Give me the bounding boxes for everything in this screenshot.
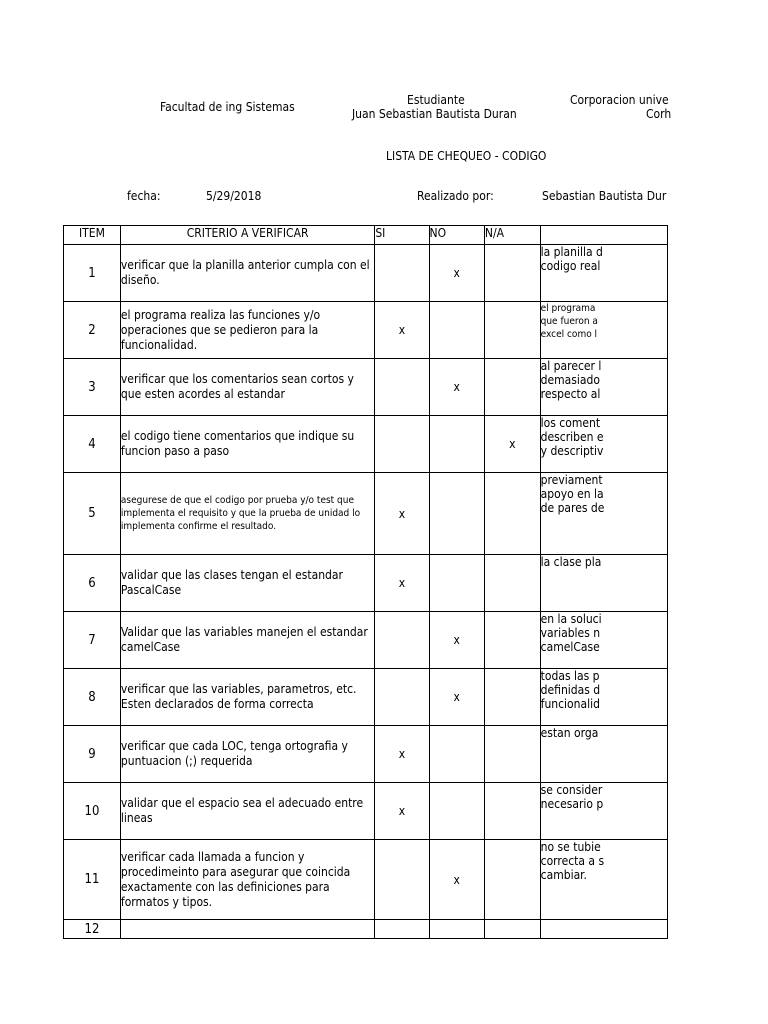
- table-row: [64, 840, 668, 920]
- corporation-name-line2: Corh: [646, 107, 672, 121]
- column-header-observations: [540, 226, 667, 245]
- observation-line: respecto al: [540, 387, 601, 401]
- date-label: fecha:: [127, 189, 161, 203]
- made-by-label: Realizado por:: [417, 189, 494, 203]
- si-mark: [375, 245, 429, 302]
- criterion-text: asegurese de que el codigo por prueba y/o test que implementa el requisito y que la prueba de unidad lo implementa confirme el resultado.: [120, 473, 374, 555]
- table-row: [64, 473, 668, 555]
- si-mark: x: [375, 783, 429, 840]
- column-header-no: NO: [429, 226, 484, 245]
- observation-line: excel como l: [540, 329, 598, 340]
- no-mark: [429, 726, 484, 783]
- column-header-item: ITEM: [64, 226, 121, 245]
- no-mark: x: [429, 612, 484, 669]
- table-row: [64, 555, 668, 612]
- observation-cell: [540, 726, 667, 783]
- observation-line: todas las p: [540, 669, 600, 683]
- na-mark: [484, 473, 540, 555]
- criterion-text: verificar que la planilla anterior cumpla con el diseño.: [120, 245, 374, 302]
- observation-line: necesario p: [540, 797, 604, 811]
- item-number: 8: [64, 669, 121, 726]
- na-mark: [484, 840, 540, 920]
- item-number: 4: [64, 416, 121, 473]
- item-number: 5: [64, 473, 121, 555]
- item-number: 7: [64, 612, 121, 669]
- table-row: [64, 612, 668, 669]
- si-mark: [375, 669, 429, 726]
- page-title: LISTA DE CHEQUEO - CODIGO: [386, 149, 547, 163]
- observation-cell: [540, 920, 667, 939]
- checklist-table: [63, 225, 668, 939]
- si-mark: [375, 416, 429, 473]
- observation-cell: [540, 669, 667, 726]
- corporation-name: Corporacion unive: [570, 93, 669, 107]
- column-header-si: SI: [375, 226, 429, 245]
- na-mark: [484, 669, 540, 726]
- observation-cell: [540, 359, 667, 416]
- table-header-row: [64, 226, 668, 245]
- column-header-na: N/A: [484, 226, 540, 245]
- table-row: [64, 920, 668, 939]
- no-mark: [429, 555, 484, 612]
- observation-line: cambiar.: [540, 868, 587, 882]
- na-mark: [484, 920, 540, 939]
- student-label: Estudiante: [407, 93, 465, 107]
- criterion-text: validar que las clases tengan el estandar PascalCase: [120, 555, 374, 612]
- observation-line: y descriptiv: [540, 444, 604, 458]
- si-mark: x: [375, 302, 429, 359]
- table-row: [64, 359, 668, 416]
- observation-line: al parecer l: [540, 359, 602, 373]
- made-by-value: Sebastian Bautista Dur: [542, 189, 667, 203]
- table-row: [64, 783, 668, 840]
- observation-line: la planilla d: [540, 245, 603, 259]
- criterion-text: verificar que cada LOC, tenga ortografia y puntuacion (;) requerida: [120, 726, 374, 783]
- item-number: 3: [64, 359, 121, 416]
- no-mark: [429, 416, 484, 473]
- table-row: [64, 669, 668, 726]
- observation-line: no se tubie: [540, 840, 601, 854]
- observation-line: estan orga: [540, 726, 599, 740]
- observation-line: codigo real: [540, 259, 601, 273]
- table-row: [64, 416, 668, 473]
- item-number: 2: [64, 302, 121, 359]
- na-mark: [484, 555, 540, 612]
- no-mark: [429, 783, 484, 840]
- observation-cell: [540, 473, 667, 555]
- observation-line: los coment: [540, 416, 601, 430]
- si-mark: [375, 612, 429, 669]
- observation-line: en la soluci: [540, 612, 602, 626]
- observation-cell: [540, 416, 667, 473]
- criterion-text: verificar que los comentarios sean cortos y que esten acordes al estandar: [120, 359, 374, 416]
- observation-line: que fueron a: [540, 316, 598, 327]
- observation-line: describen e: [540, 430, 604, 444]
- no-mark: [429, 920, 484, 939]
- criterion-text: el codigo tiene comentarios que indique su funcion paso a paso: [120, 416, 374, 473]
- observation-cell: [540, 612, 667, 669]
- si-mark: x: [375, 555, 429, 612]
- item-number: 6: [64, 555, 121, 612]
- table-row: [64, 245, 668, 302]
- no-mark: [429, 302, 484, 359]
- table-row: [64, 726, 668, 783]
- observation-cell: [540, 783, 667, 840]
- na-mark: x: [484, 416, 540, 473]
- student-name: Juan Sebastian Bautista Duran: [352, 107, 517, 121]
- na-mark: [484, 302, 540, 359]
- observation-line: el programa: [540, 303, 596, 314]
- date-value: 5/29/2018: [206, 189, 262, 203]
- observation-line: se consider: [540, 783, 603, 797]
- observation-cell: [540, 840, 667, 920]
- si-mark: [375, 359, 429, 416]
- no-mark: x: [429, 245, 484, 302]
- no-mark: x: [429, 840, 484, 920]
- criterion-text: el programa realiza las funciones y/o operaciones que se pedieron para la funcionalidad.: [120, 302, 374, 359]
- si-mark: x: [375, 473, 429, 555]
- no-mark: x: [429, 359, 484, 416]
- na-mark: [484, 783, 540, 840]
- observation-line: definidas d: [540, 683, 601, 697]
- column-header-criterion: CRITERIO A VERIFICAR: [120, 226, 374, 245]
- criterion-text: [120, 920, 374, 939]
- observation-line: apoyo en la: [540, 487, 604, 501]
- observation-line: variables n: [540, 626, 601, 640]
- item-number: 11: [64, 840, 121, 920]
- observation-line: funcionalid: [540, 697, 600, 711]
- observation-line: previament: [540, 473, 603, 487]
- faculty-label: Facultad de ing Sistemas: [160, 100, 295, 114]
- si-mark: [375, 920, 429, 939]
- criterion-text: validar que el espacio sea el adecuado entre lineas: [120, 783, 374, 840]
- na-mark: [484, 245, 540, 302]
- observation-line: camelCase: [540, 640, 600, 654]
- observation-cell: [540, 555, 667, 612]
- criterion-text: verificar cada llamada a funcion y procedimeinto para asegurar que coincida exactamente con las definiciones para formatos y tipos.: [120, 840, 374, 920]
- no-mark: [429, 473, 484, 555]
- observation-line: demasiado: [540, 373, 600, 387]
- si-mark: x: [375, 726, 429, 783]
- item-number: 12: [64, 920, 121, 939]
- item-number: 9: [64, 726, 121, 783]
- na-mark: [484, 612, 540, 669]
- item-number: 10: [64, 783, 121, 840]
- table-row: [64, 302, 668, 359]
- criterion-text: verificar que las variables, parametros, etc. Esten declarados de forma correcta: [120, 669, 374, 726]
- na-mark: [484, 359, 540, 416]
- no-mark: x: [429, 669, 484, 726]
- si-mark: [375, 840, 429, 920]
- observation-line: de pares de: [540, 501, 605, 515]
- na-mark: [484, 726, 540, 783]
- criterion-text: Validar que las variables manejen el estandar camelCase: [120, 612, 374, 669]
- item-number: 1: [64, 245, 121, 302]
- observation-line: correcta a s: [540, 854, 605, 868]
- observation-cell: [540, 302, 667, 359]
- observation-cell: [540, 245, 667, 302]
- observation-line: la clase pla: [540, 555, 602, 569]
